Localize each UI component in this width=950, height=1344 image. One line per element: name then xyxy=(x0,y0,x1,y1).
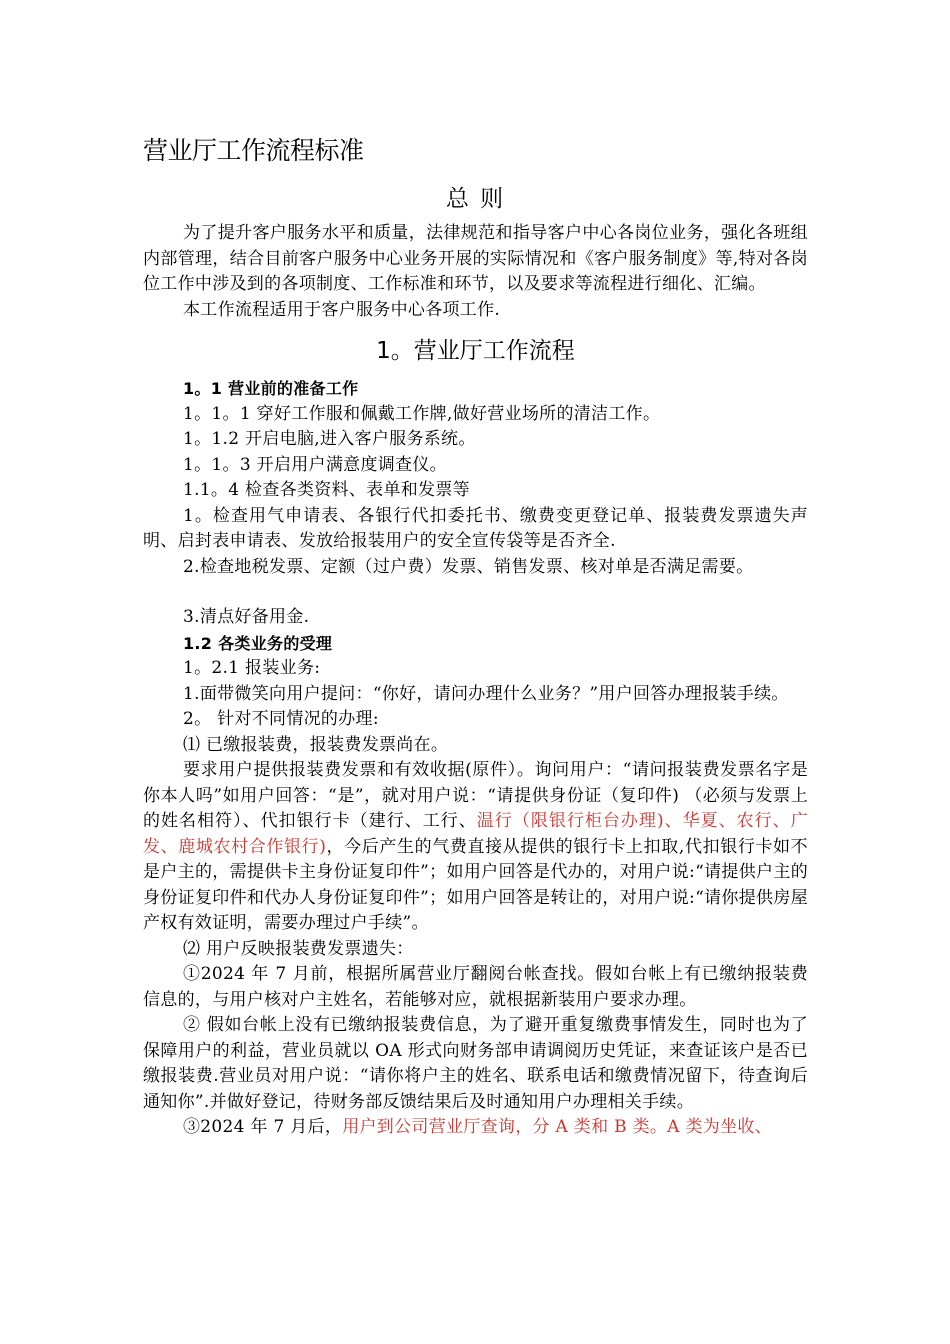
section-1-heading: 1。营业厅工作流程 xyxy=(376,338,575,364)
subsection-1-1-heading: 1。1 营业前的准备工作 xyxy=(183,379,359,398)
list-item: 1.1。4 检查各类资料、表单和发票等 xyxy=(183,480,470,500)
check-item-3: 3.清点好备用金. xyxy=(183,607,310,627)
check-item-2: 2.检查地税发票、定额（过户费）发票、销售发票、核对单是否满足需要。 xyxy=(183,556,754,577)
case-1-highlighted-text: 温行（限银行柜台办理)、华夏、农行、广发、鹿城农村合作银行) xyxy=(143,811,808,857)
document-body xyxy=(143,128,808,1141)
subsection-1-2-1-heading: 1。2.1 报装业务: xyxy=(183,658,321,678)
case-2-title: ⑵ 用户反映报装费发票遗失： xyxy=(183,938,414,959)
subsection-1-2 xyxy=(143,631,808,682)
case-1-paragraph xyxy=(143,758,808,937)
general-heading: 总 则 xyxy=(445,186,506,212)
blank-line xyxy=(143,580,808,605)
document-title: 营业厅工作流程标准 xyxy=(143,136,364,165)
list-item: 1。1.2 开启电脑,进入客户服务系统。 xyxy=(183,429,476,449)
general-paragraph-2: 本工作流程适用于客户服务中心各项工作. xyxy=(183,299,501,320)
general-paragraph-1: 为了提升客户服务水平和质量，法律规范和指导客户中心各岗位业务，强化各班组内部管理，结合目前客户服务中心业务开展的实际情况和《客户服务制度》等,特对各岗位工作中涉及到的各项制度、工作标准和环节，以及要求等流程进行细化、汇编。 xyxy=(143,223,808,294)
case-1-text-a: 要求用户提供报装费发票和有效收据(原件）。询问用户：“请问报装费发票名字是你本人吗”如用户回答：“是”，就对用户说：“请提供身份证（复印件) （必须与发票上的姓名相符）、代扣银行卡（建行、工行、 xyxy=(143,760,808,831)
step-2: 2。 针对不同情况的办理: xyxy=(183,709,379,729)
case-1-title: ⑴ 已缴报装费，报装费发票尚在。 xyxy=(183,734,449,755)
case-2-item-2: ② 假如台帐上没有已缴纳报装费信息，为了避开重复缴费事情发生，同时也为了保障用户的利益，营业员就以 OA 形式向财务部申请调阅历史凭证，来查证该户是否已缴报装费.营业员对用户说：“请你将户主的姓名、联系电话和缴费情况留下，待查询后通知你”.并做好登记，待财务部反馈结果后及时通知用户办理相关手续。 xyxy=(143,1015,808,1112)
subsection-1-2-heading: 1.2 各类业务的受理 xyxy=(183,633,333,653)
step-1: 1.面带微笑向用户提问：“你好，请问办理什么业务？”用户回答办理报装手续。 xyxy=(183,683,789,704)
case-2-item-1: ①2024 年 7 月前，根据所属营业厅翻阅台帐查找。假如台帐上有已缴纳报装费信息的，与用户核对户主姓名，若能够对应，就根据新装用户要求办理。 xyxy=(143,964,808,1010)
case-1-text-b: ，今后产生的气费直接从提供的银行卡上扣取,代扣银行卡如不是户主的，需提供卡主身份证复印件”；如用户回答是代办的，对用户说:“请提供户主的身份证复印件和代办人身份证复印件”；如用户回答是转让的，对用户说:“请你提供房屋产权有效证明，需要办理过户手续”。 xyxy=(143,836,808,933)
case-2-item-3-text: ③2024 年 7 月后， xyxy=(183,1117,343,1137)
case-2-item-3-highlighted-text: 用户到公司营业厅查询，分 A 类和 B 类。A 类为坐收、 xyxy=(342,1117,772,1137)
check-item-1: 1。检查用气申请表、各银行代扣委托书、缴费变更登记单、报装费发票遗失声明、启封表申请表、发放给报装用户的安全宣传袋等是否齐全. xyxy=(143,505,808,551)
case-2-item-3 xyxy=(143,1115,808,1141)
list-item: 1。1。3 开启用户满意度调查仪。 xyxy=(183,454,447,475)
list-item: 1。1。1 穿好工作服和佩戴工作牌,做好营业场所的清洁工作。 xyxy=(183,403,661,424)
subsection-1-1 xyxy=(143,376,808,504)
